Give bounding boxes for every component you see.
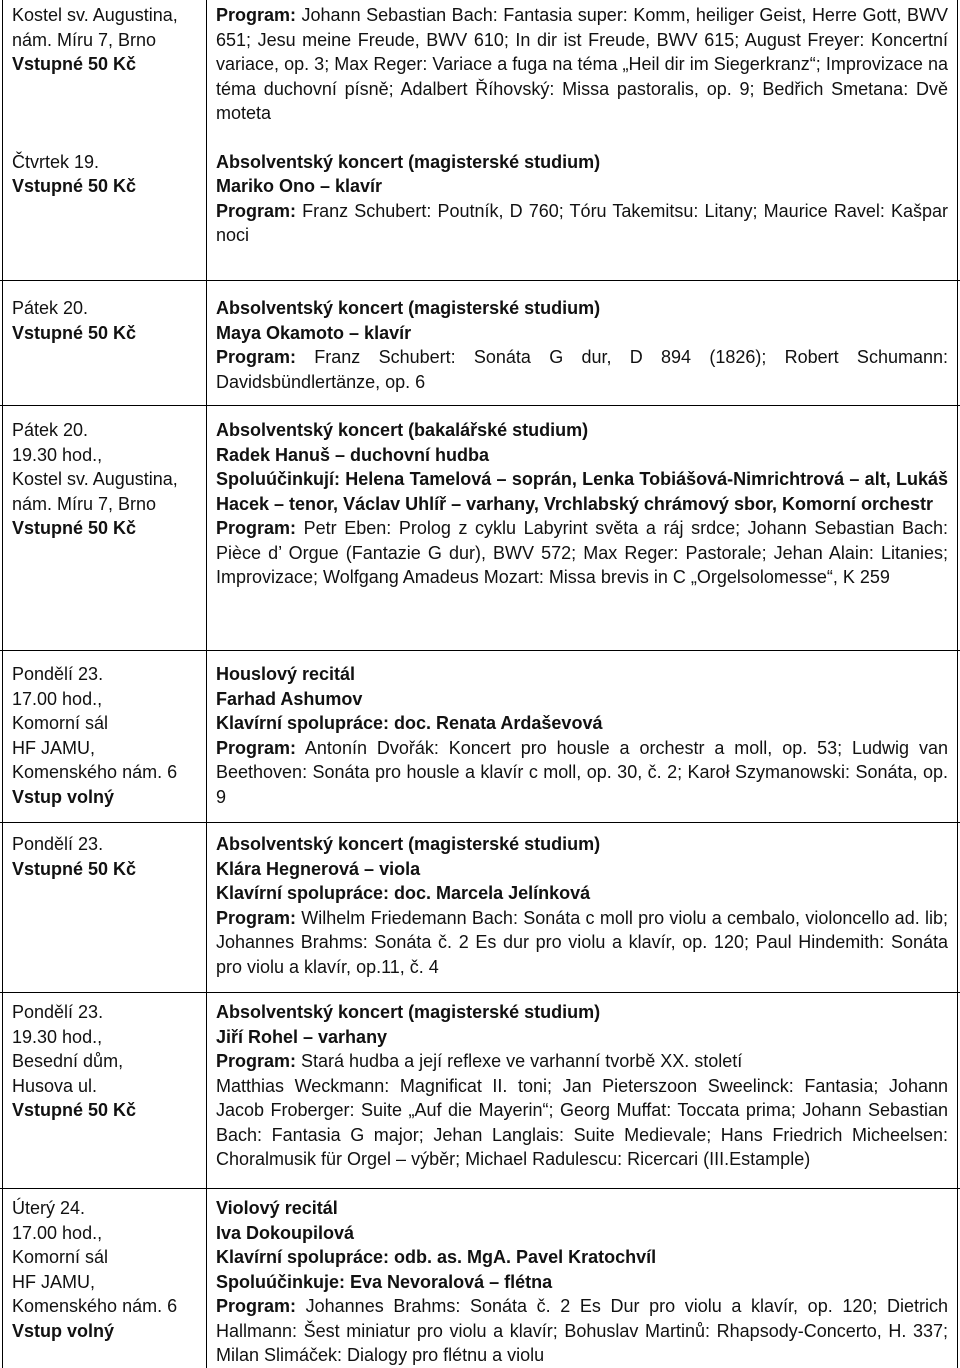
admission-label: Vstupné 50 Kč [12,1100,137,1120]
row-7-venue-cell [12,1196,198,1343]
row-4-program-cell [216,662,948,809]
row-6-program-cell [216,1000,948,1172]
performer-name: Farhad Ashumov [216,688,363,709]
date-label: Pondělí 23. [12,1002,104,1022]
admission-label: Vstupné 50 Kč [12,176,137,196]
venue-line: Kostel sv. Augustina, [12,469,178,489]
program-text: Matthias Weckmann: Magnificat II. toni; Jan Pieterszoon Sweelinck: Fantasia; Johann Jacob Froberger: Suite „Auf die Mayerin“; Georg Muffat: Toccata prima; Johann Sebastian Bach: Fantasia G major; Jehan Langlais: Suite Medievale; Hans Friedrich Micheelsen: Choralmusik für Orgel – výběr; Michael Radulescu: Ricercari (III.Estample) [216,1075,948,1169]
row-1-program-cell [216,3,948,248]
row-divider [0,280,960,281]
date-label: Pondělí 23. [12,664,104,684]
time-label: 19.30 hod., [12,1026,103,1047]
row-divider [0,405,960,406]
venue-line: Kostel sv. Augustina, [12,5,178,25]
table-border-right [957,0,958,1368]
admission-label: Vstupné 50 Kč [12,322,137,343]
date-label: Pátek 20. [12,420,89,440]
row-4-venue-cell [12,662,198,809]
row-5-venue-cell [12,832,198,881]
program-text: Program: Stará hudba a její reflexe ve varhanní tvorbě XX. století [216,1051,743,1071]
performer-name: Maya Okamoto – klavír [216,322,412,343]
program-text: Program: Antonín Dvořák: Koncert pro housle a orchestr a moll, op. 53; Ludwig van Beethoven: Sonáta pro housle a klavír c moll, op. 30, č. 2; Karoł Szymanowski: Sonáta, op. 9 [216,737,948,807]
program-text: Program: Johannes Brahms: Sonáta č. 2 Es Dur pro violu a klavír, op. 120; Dietrich Hallmann: Šest miniatur pro violu a klavír; Bohuslav Martinů: Rhapsody-Concerto, H. 337; Milan Slimáček: Dialogy pro flétnu a violu [216,1296,948,1365]
performer-name: Jiří Rohel – varhany [216,1026,388,1047]
row-2-venue-cell [12,296,198,345]
accompanist: Klavírní spolupráce: doc. Marcela Jelínková [216,883,591,903]
row-5-program-cell [216,832,948,979]
row-7-program-cell [216,1196,948,1368]
date-label: Pátek 20. [12,298,89,318]
admission-label: Vstup volný [12,1320,115,1341]
venue-line: Komenského nám. 6 [12,1296,178,1316]
time-label: 17.00 hod., [12,688,103,709]
program-text: Program: Franz Schubert: Sonáta G dur, D 894 (1826); Robert Schumann: Davidsbündlertänze, op. 6 [216,347,948,392]
admission-label: Vstupné 50 Kč [12,54,137,74]
time-label: 19.30 hod., [12,444,103,465]
program-text: Program: Wilhelm Friedemann Bach: Sonáta c moll pro violu a cembalo, violoncello ad. lib; Johannes Brahms: Sonáta č. 2 Es dur pro violu a klavír, op. 120; Paul Hindemith: Sonáta pro violu a klavír, op.11, č. 4 [216,907,948,977]
venue-line: HF JAMU, [12,1271,95,1292]
venue-line: HF JAMU, [12,737,95,758]
venue-line: Komorní sál [12,1247,109,1267]
date-label: Úterý 24. [12,1198,86,1218]
concert-title: Absolventský koncert (magisterské studium) [216,834,601,854]
admission-label: Vstupné 50 Kč [12,858,137,879]
row-6-venue-cell [12,1000,198,1123]
date-label: Čtvrtek 19. [12,151,100,172]
concert-title: Absolventský koncert (magisterské studium) [216,1002,601,1022]
program-text: Program: Franz Schubert: Poutník, D 760; Tóru Takemitsu: Litany; Maurice Ravel: Kašpar noci [216,200,948,245]
program-text: Program: Johann Sebastian Bach: Fantasia super: Komm, heiliger Geist, Herre Gott, BWV 651; Jesu meine Freude, BWV 610; In dir ist Freude, BWV 615; August Freyer: Koncertní variace, op. 3; Max Reger: Variace a fuga na téma „Heil dir im Siegerkranz“; Improvizace na téma duchovní písně; Adalbert Říhovský: Missa pastoralis, op. 9; Bedřich Smetana: Dvě moteta [216,5,948,123]
row-divider [0,992,960,993]
performer-name: Klára Hegnerová – viola [216,858,421,879]
program-text: Program: Petr Eben: Prolog z cyklu Labyrint světa a ráj srdce; Johann Sebastian Bach: Pièce d’ Orgue (Fantazie G dur), BWV 572; Max Reger: Pastorale; Jehan Alain: Litanies; Improvizace; Wolfgang Amadeus Mozart: Missa brevis in C „Orgelsolomesse“, K 259 [216,518,948,587]
table-border-left [2,0,3,1368]
venue-line: Komenského nám. 6 [12,762,178,782]
venue-line: Husova ul. [12,1075,98,1096]
column-divider [206,0,207,1368]
concert-title: Absolventský koncert (magisterské studium) [216,298,601,318]
concert-title: Houslový recitál [216,664,356,684]
row-divider [0,650,960,651]
row-divider [0,822,960,823]
performer-name: Radek Hanuš – duchovní hudba [216,444,490,465]
concert-title: Violový recitál [216,1198,338,1218]
venue-line: Besední dům, [12,1051,124,1071]
performer-name: Iva Dokoupilová [216,1222,355,1243]
performer-name: Mariko Ono – klavír [216,176,383,196]
time-label: 17.00 hod., [12,1222,103,1243]
venue-line: Komorní sál [12,713,109,733]
row-divider [0,1188,960,1189]
row-3-program-cell [216,418,948,590]
co-performers: Spoluúčinkují: Helena Tamelová – soprán, Lenka Tobiášová-Nimrichtrová – alt, Lukáš Hacek – tenor, Václav Uhlíř – varhany, Vrchlabský chrámový sbor, Komorní orchestr [216,469,948,514]
venue-line: nám. Míru 7, Brno [12,29,157,50]
concert-title: Absolventský koncert (bakalářské studium) [216,420,589,440]
row-2-program-cell [216,296,948,394]
co-performers: Spoluúčinkuje: Eva Nevoralová – flétna [216,1271,553,1292]
admission-label: Vstupné 50 Kč [12,518,137,538]
date-label: Pondělí 23. [12,834,104,854]
accompanist: Klavírní spolupráce: odb. as. MgA. Pavel Kratochvíl [216,1247,657,1267]
venue-line: nám. Míru 7, Brno [12,493,157,514]
row-3-venue-cell [12,418,198,541]
concert-title: Absolventský koncert (magisterské studium) [216,151,601,172]
accompanist: Klavírní spolupráce: doc. Renata Ardaševová [216,713,603,733]
admission-label: Vstup volný [12,786,115,807]
row-1-venue-cell [12,3,198,199]
